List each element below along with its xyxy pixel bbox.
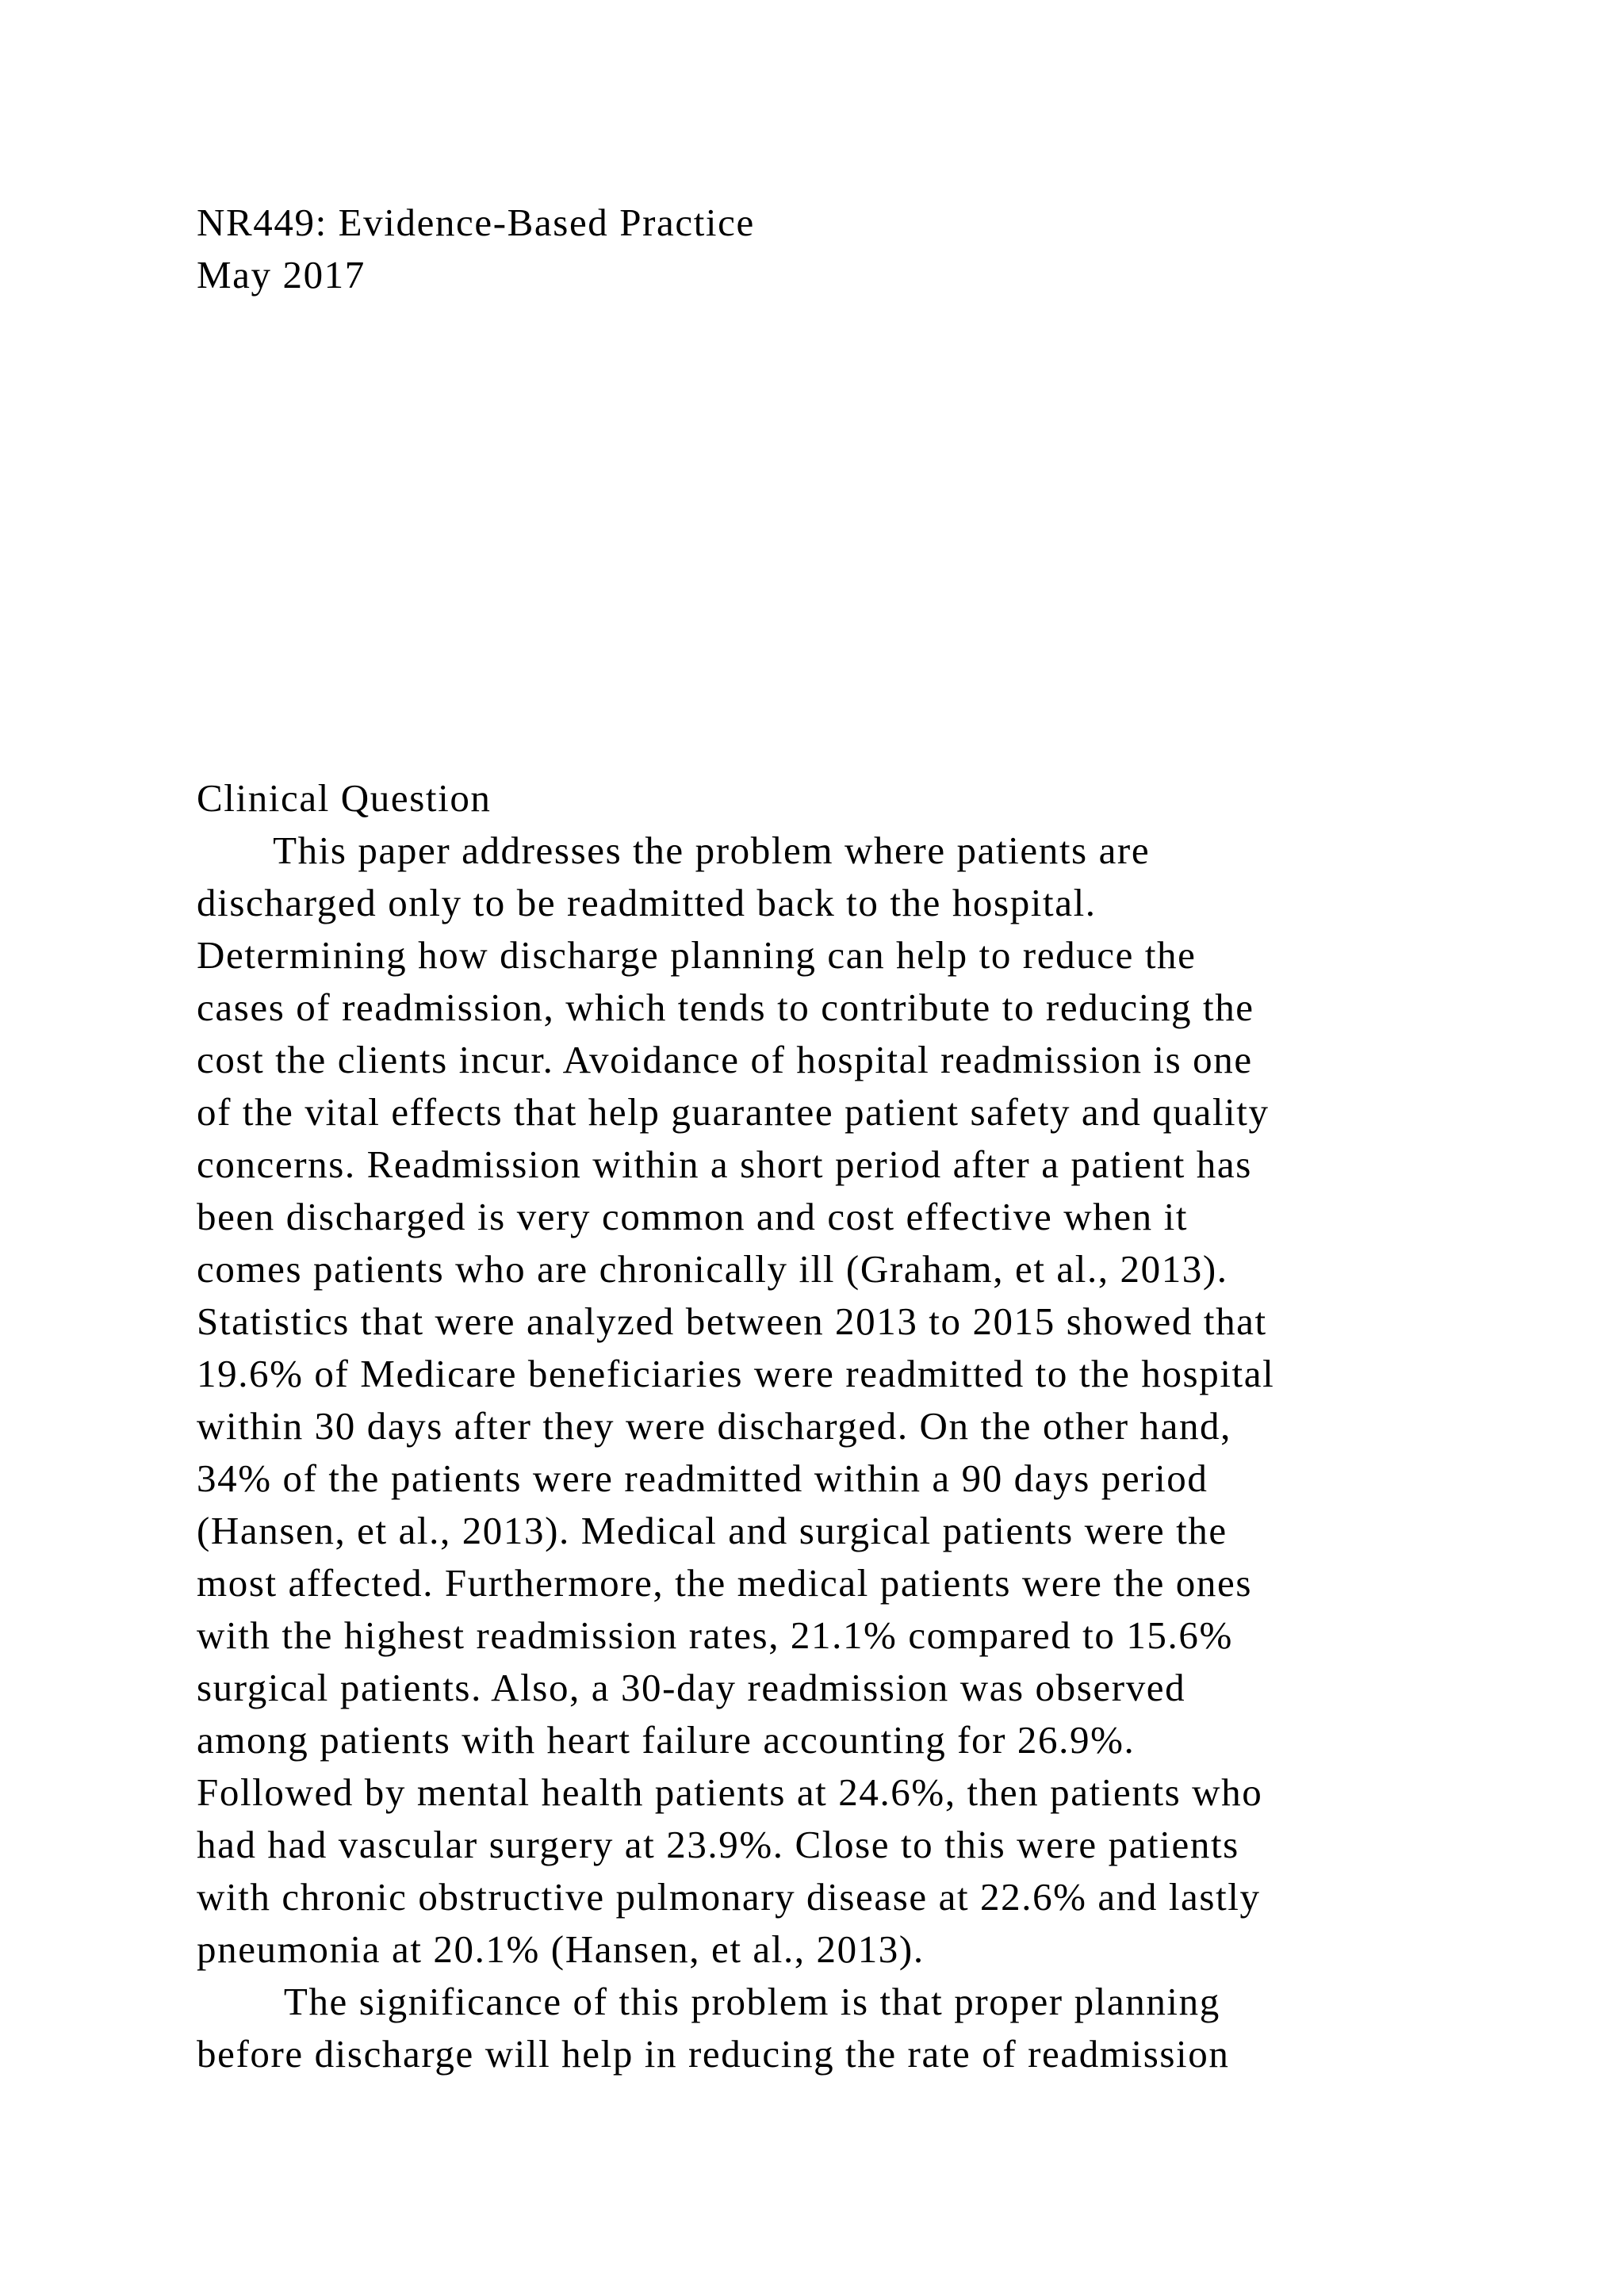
document-date: May 2017: [197, 253, 366, 297]
paragraph-line: concerns. Readmission within a short period after a patient has: [197, 1142, 1252, 1186]
paragraph-line: before discharge will help in reducing the rate of readmission: [197, 2032, 1230, 2076]
paragraph-line: Statistics that were analyzed between 2013 to 2015 showed that: [197, 1299, 1267, 1343]
paragraph-line: 34% of the patients were readmitted within a 90 days period: [197, 1456, 1208, 1500]
paragraph-line: of the vital effects that help guarantee patient safety and quality: [197, 1090, 1270, 1134]
paragraph-line: 19.6% of Medicare beneficiaries were readmitted to the hospital: [197, 1352, 1275, 1395]
paragraph-line: discharged only to be readmitted back to the hospital.: [197, 881, 1097, 924]
paragraph-line: cases of readmission, which tends to contribute to reducing the: [197, 985, 1254, 1029]
paragraph-line: most affected. Furthermore, the medical patients were the ones: [197, 1561, 1253, 1605]
course-title: NR449: Evidence-Based Practice: [197, 201, 755, 244]
paragraph-line: been discharged is very common and cost effective when it: [197, 1195, 1189, 1238]
paragraph-line: Followed by mental health patients at 24.6%, then patients who: [197, 1770, 1263, 1814]
paragraph-line: with chronic obstructive pulmonary disease at 22.6% and lastly: [197, 1875, 1261, 1919]
paragraph-line: surgical patients. Also, a 30-day readmission was observed: [197, 1666, 1186, 1709]
paragraph-line: (Hansen, et al., 2013). Medical and surgical patients were the: [197, 1509, 1228, 1552]
section-heading: Clinical Question: [197, 776, 492, 820]
paragraph-line: among patients with heart failure accounting for 26.9%.: [197, 1718, 1136, 1762]
paragraph-line: pneumonia at 20.1% (Hansen, et al., 2013).: [197, 1927, 925, 1971]
paragraph-line: within 30 days after they were discharged. On the other hand,: [197, 1404, 1231, 1448]
paragraph-line: comes patients who are chronically ill (Graham, et al., 2013).: [197, 1247, 1228, 1291]
paragraph-line: Determining how discharge planning can help to reduce the: [197, 933, 1197, 977]
paragraph-line: with the highest readmission rates, 21.1% compared to 15.6%: [197, 1613, 1233, 1657]
paragraph-line: had had vascular surgery at 23.9%. Close to this were patients: [197, 1823, 1239, 1866]
paragraph-line: The significance of this problem is that proper planning: [197, 1980, 1220, 2023]
paragraph-line: cost the clients incur. Avoidance of hospital readmission is one: [197, 1038, 1253, 1081]
paragraph-line: This paper addresses the problem where patients are: [197, 828, 1151, 872]
